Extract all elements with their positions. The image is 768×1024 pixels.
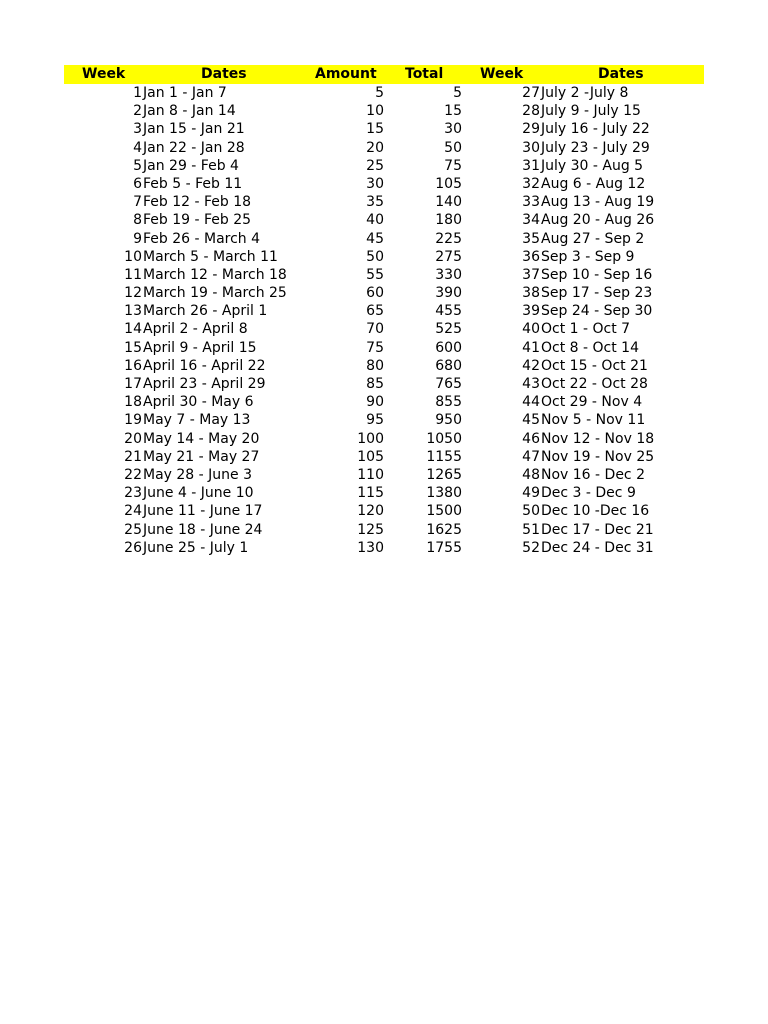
amount-cell: 95 [366, 412, 384, 429]
week-cell-second: 39 [522, 303, 540, 320]
week-cell: 12 [124, 285, 142, 302]
amount-cell: 85 [366, 376, 384, 392]
header-dates: Dates [201, 66, 247, 82]
dates-cell-second: July 2 -July 8 [541, 85, 629, 101]
amount-cell: 25 [366, 157, 384, 174]
week-cell: 2 [133, 103, 142, 120]
dates-cell: June 4 - June 10 [143, 485, 254, 502]
total-cell: 680 [435, 357, 462, 374]
table-row [64, 266, 704, 284]
week-cell: 26 [124, 539, 142, 556]
amount-cell: 125 [357, 521, 384, 538]
dates-cell-second: Sep 17 - Sep 23 [541, 285, 653, 302]
dates-cell-second: Sep 3 - Sep 9 [541, 248, 635, 265]
total-cell: 5 [453, 85, 462, 101]
amount-cell: 70 [366, 321, 384, 338]
dates-cell: Jan 15 - Jan 21 [143, 121, 245, 138]
total-cell: 275 [435, 248, 462, 265]
total-cell: 180 [435, 212, 462, 229]
dates-cell: May 7 - May 13 [143, 412, 251, 429]
dates-cell: June 11 - June 17 [143, 503, 263, 520]
header-total: Total [405, 66, 444, 82]
dates-cell-second: Dec 17 - Dec 21 [541, 521, 654, 538]
week-cell: 20 [124, 430, 142, 447]
dates-cell: Feb 5 - Feb 11 [143, 175, 243, 192]
table-row [64, 139, 704, 157]
week-cell-second: 42 [522, 357, 540, 374]
dates-cell-second: Aug 20 - Aug 26 [541, 212, 655, 229]
week-cell-second: 41 [522, 339, 540, 356]
dates-cell-second: Aug 13 - Aug 19 [541, 194, 655, 211]
dates-cell: Feb 26 - March 4 [143, 230, 261, 247]
dates-cell-second: Nov 16 - Dec 2 [541, 466, 645, 483]
week-cell-second: 46 [522, 430, 540, 447]
dates-cell: April 2 - April 8 [143, 321, 248, 338]
total-cell: 225 [435, 230, 462, 247]
dates-cell-second: Oct 15 - Oct 21 [541, 357, 648, 374]
amount-cell: 20 [366, 139, 384, 156]
week-cell: 21 [124, 448, 142, 465]
amount-cell: 5 [375, 85, 384, 101]
amount-cell: 120 [357, 503, 384, 520]
header-amount: Amount [315, 66, 377, 82]
dates-cell: April 9 - April 15 [143, 339, 257, 356]
dates-cell: March 26 - April 1 [143, 303, 268, 320]
amount-cell: 115 [357, 485, 384, 502]
dates-cell-second: Sep 24 - Sep 30 [541, 303, 653, 320]
table-row [64, 393, 704, 411]
amount-cell: 60 [366, 285, 384, 302]
total-cell: 30 [444, 121, 462, 138]
dates-cell: Jan 22 - Jan 28 [143, 139, 245, 156]
dates-cell-second: Nov 19 - Nov 25 [541, 448, 655, 465]
table-row [64, 484, 704, 502]
dates-cell-second: Nov 5 - Nov 11 [541, 412, 646, 429]
week-cell-second: 27 [522, 85, 540, 101]
week-cell: 24 [124, 503, 142, 520]
week-cell: 22 [124, 466, 142, 483]
amount-cell: 90 [366, 394, 384, 411]
week-cell-second: 48 [522, 466, 540, 483]
week-cell-second: 31 [522, 157, 540, 174]
week-cell: 11 [124, 266, 142, 283]
total-cell: 950 [435, 412, 462, 429]
table-row [64, 302, 704, 320]
table-row [64, 448, 704, 466]
dates-cell: March 5 - March 11 [143, 248, 278, 265]
total-cell: 1050 [426, 430, 462, 447]
table-row [64, 175, 704, 193]
dates-cell-second: Oct 29 - Nov 4 [541, 394, 643, 411]
table-row [64, 193, 704, 211]
total-cell: 765 [435, 376, 462, 392]
table-row [64, 320, 704, 338]
table-row [64, 102, 704, 120]
total-cell: 1625 [426, 521, 462, 538]
total-cell: 390 [435, 285, 462, 302]
week-cell-second: 36 [522, 248, 540, 265]
week-cell-second: 49 [522, 485, 540, 502]
table-row [64, 211, 704, 229]
week-cell: 10 [124, 248, 142, 265]
week-cell-second: 50 [522, 503, 540, 520]
dates-cell: April 16 - April 22 [143, 357, 266, 374]
week-cell-second: 32 [522, 175, 540, 192]
amount-cell: 75 [366, 339, 384, 356]
amount-cell: 35 [366, 194, 384, 211]
week-cell-second: 47 [522, 448, 540, 465]
dates-cell-second: July 30 - Aug 5 [541, 157, 644, 174]
total-cell: 600 [435, 339, 462, 356]
table-header-row [64, 65, 704, 84]
total-cell: 1755 [426, 539, 462, 556]
dates-cell: Feb 12 - Feb 18 [143, 194, 252, 211]
week-cell-second: 52 [522, 539, 540, 556]
dates-cell: Jan 29 - Feb 4 [143, 157, 239, 174]
dates-cell: May 28 - June 3 [143, 466, 253, 483]
amount-cell: 30 [366, 175, 384, 192]
amount-cell: 45 [366, 230, 384, 247]
week-cell: 4 [133, 139, 142, 156]
total-cell: 455 [435, 303, 462, 320]
dates-cell-second: Dec 3 - Dec 9 [541, 485, 636, 502]
week-cell: 19 [124, 412, 142, 429]
total-cell: 140 [435, 194, 462, 211]
amount-cell: 55 [366, 266, 384, 283]
total-cell: 15 [444, 103, 462, 120]
total-cell: 1265 [426, 466, 462, 483]
dates-cell-second: Dec 24 - Dec 31 [541, 539, 654, 556]
week-cell-second: 34 [522, 212, 540, 229]
week-cell: 16 [124, 357, 142, 374]
week-cell: 17 [124, 376, 142, 392]
dates-cell: June 25 - July 1 [143, 539, 249, 556]
table-row [64, 230, 704, 248]
dates-cell-second: Sep 10 - Sep 16 [541, 266, 653, 283]
amount-cell: 15 [366, 121, 384, 138]
week-cell: 6 [133, 175, 142, 192]
total-cell: 75 [444, 157, 462, 174]
week-cell-second: 30 [522, 139, 540, 156]
total-cell: 525 [435, 321, 462, 338]
table-row [64, 284, 704, 302]
table-row [64, 357, 704, 375]
total-cell: 330 [435, 266, 462, 283]
dates-cell-second: Oct 8 - Oct 14 [541, 339, 639, 356]
dates-cell: Feb 19 - Feb 25 [143, 212, 252, 229]
dates-cell: April 30 - May 6 [143, 394, 254, 411]
week-cell-second: 44 [522, 394, 540, 411]
table-row [64, 120, 704, 138]
week-cell: 5 [133, 157, 142, 174]
dates-cell: April 23 - April 29 [143, 376, 266, 392]
amount-cell: 130 [357, 539, 384, 556]
week-cell: 25 [124, 521, 142, 538]
savings-table [64, 65, 704, 557]
table-row [64, 466, 704, 484]
week-cell: 18 [124, 394, 142, 411]
week-cell-second: 51 [522, 521, 540, 538]
week-cell: 14 [124, 321, 142, 338]
amount-cell: 65 [366, 303, 384, 320]
week-cell-second: 45 [522, 412, 540, 429]
week-cell-second: 28 [522, 103, 540, 120]
dates-cell: June 18 - June 24 [143, 521, 263, 538]
amount-cell: 10 [366, 103, 384, 120]
week-cell: 1 [133, 85, 142, 101]
table-row [64, 157, 704, 175]
amount-cell: 50 [366, 248, 384, 265]
total-cell: 105 [435, 175, 462, 192]
table-row [64, 411, 704, 429]
week-cell-second: 43 [522, 376, 540, 392]
table-body [64, 84, 704, 557]
dates-cell-second: Dec 10 -Dec 16 [541, 503, 650, 520]
dates-cell-second: Oct 22 - Oct 28 [541, 376, 648, 392]
week-cell-second: 29 [522, 121, 540, 138]
week-cell: 7 [133, 194, 142, 211]
amount-cell: 100 [357, 430, 384, 447]
dates-cell: Jan 1 - Jan 7 [143, 85, 227, 101]
week-cell: 9 [133, 230, 142, 247]
week-cell-second: 38 [522, 285, 540, 302]
total-cell: 855 [435, 394, 462, 411]
week-cell: 8 [133, 212, 142, 229]
total-cell: 1500 [426, 503, 462, 520]
amount-cell: 110 [357, 466, 384, 483]
table-row [64, 339, 704, 357]
total-cell: 1155 [426, 448, 462, 465]
table-row [64, 430, 704, 448]
dates-cell: March 12 - March 18 [143, 266, 287, 283]
dates-cell-second: July 23 - July 29 [541, 139, 650, 156]
week-cell-second: 37 [522, 266, 540, 283]
amount-cell: 105 [357, 448, 384, 465]
total-cell: 1380 [426, 485, 462, 502]
table-row [64, 84, 704, 102]
total-cell: 50 [444, 139, 462, 156]
header-dates-second: Dates [598, 66, 644, 82]
amount-cell: 40 [366, 212, 384, 229]
table-row [64, 539, 704, 557]
week-cell-second: 33 [522, 194, 540, 211]
dates-cell: May 14 - May 20 [143, 430, 260, 447]
header-week-second: Week [480, 66, 524, 82]
dates-cell-second: Aug 27 - Sep 2 [541, 230, 645, 247]
dates-cell: March 19 - March 25 [143, 285, 287, 302]
dates-cell: May 21 - May 27 [143, 448, 260, 465]
amount-cell: 80 [366, 357, 384, 374]
week-cell: 13 [124, 303, 142, 320]
table-row [64, 521, 704, 539]
header-week: Week [82, 66, 126, 82]
week-cell-second: 35 [522, 230, 540, 247]
week-cell: 23 [124, 485, 142, 502]
table-row [64, 375, 704, 393]
table-row [64, 248, 704, 266]
dates-cell-second: July 9 - July 15 [541, 103, 641, 120]
dates-cell: Jan 8 - Jan 14 [143, 103, 236, 120]
dates-cell-second: Aug 6 - Aug 12 [541, 175, 646, 192]
table-row [64, 502, 704, 520]
week-cell: 15 [124, 339, 142, 356]
dates-cell-second: July 16 - July 22 [541, 121, 650, 138]
week-cell: 3 [133, 121, 142, 138]
week-cell-second: 40 [522, 321, 540, 338]
dates-cell-second: Nov 12 - Nov 18 [541, 430, 655, 447]
dates-cell-second: Oct 1 - Oct 7 [541, 321, 631, 338]
